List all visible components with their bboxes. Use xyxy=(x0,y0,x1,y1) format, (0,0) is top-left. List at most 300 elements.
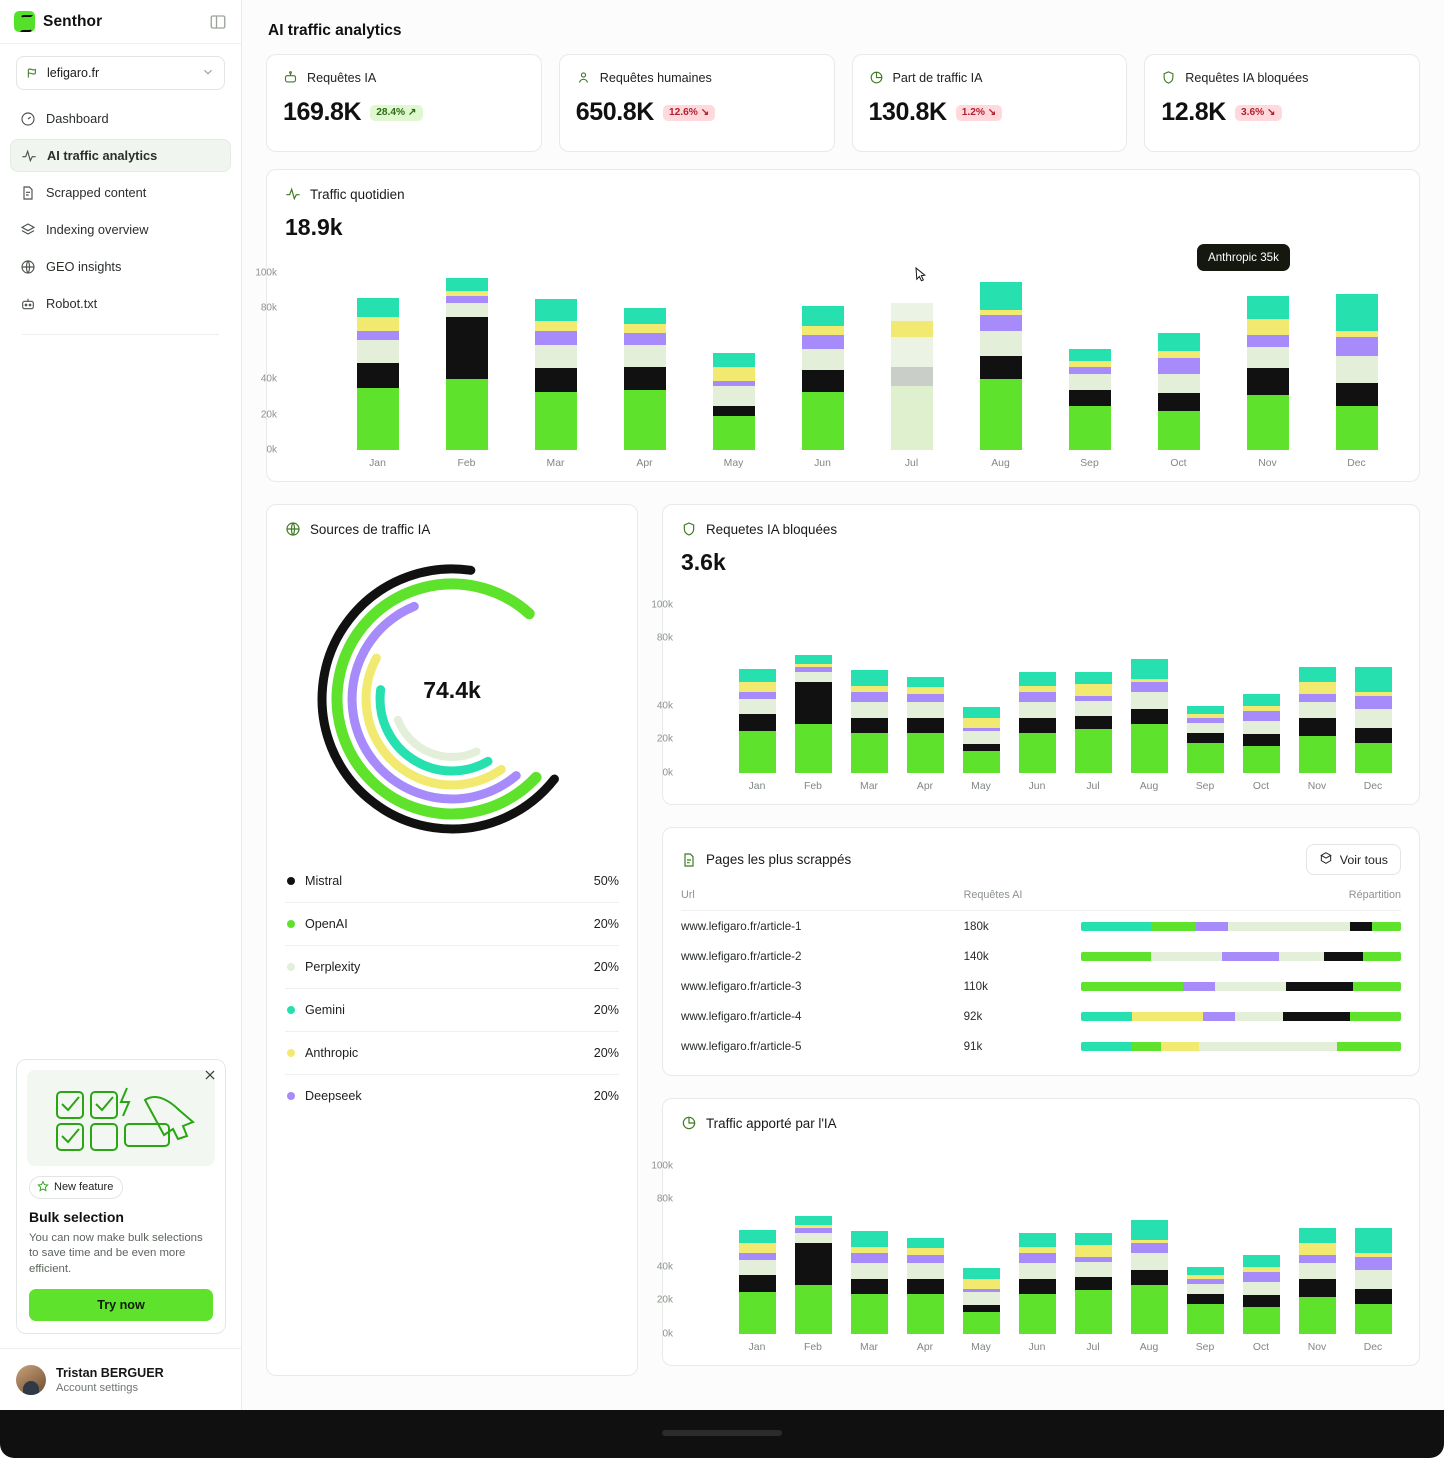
bar-group[interactable] xyxy=(1065,588,1121,773)
file-icon xyxy=(681,852,697,868)
bar-segment xyxy=(963,1305,1000,1312)
repartition-segment xyxy=(1283,1012,1350,1021)
bar-group[interactable] xyxy=(1177,1149,1233,1334)
cell-url[interactable]: www.lefigaro.fr/article-5 xyxy=(681,1040,802,1053)
bar-segment xyxy=(739,1292,776,1334)
bar-segment xyxy=(713,353,755,367)
page-title: AI traffic analytics xyxy=(268,22,402,39)
bar-segment xyxy=(624,308,666,324)
sidebar-item-dashboard[interactable] xyxy=(10,102,231,135)
bar-segment xyxy=(907,1248,944,1255)
repartition-segment xyxy=(1081,1042,1132,1051)
bar-segment xyxy=(446,278,488,290)
traffic-apporte-chart[interactable] xyxy=(651,1149,1401,1340)
site-selector[interactable] xyxy=(16,56,225,90)
bar-segment xyxy=(851,1231,888,1246)
bar-group[interactable] xyxy=(689,255,778,450)
bar-segment xyxy=(535,299,577,320)
y-axis-tick: 40k xyxy=(656,700,673,712)
bar-group[interactable] xyxy=(1009,1149,1065,1334)
table-row[interactable] xyxy=(681,971,1401,1001)
stacked-bar[interactable] xyxy=(624,308,666,450)
bar-segment xyxy=(739,699,776,714)
bar-group[interactable] xyxy=(778,255,867,450)
card-title: Requetes IA bloquées xyxy=(706,521,838,537)
repartition-segment xyxy=(1183,982,1215,991)
bar-segment xyxy=(739,682,776,692)
chart-tooltip: Anthropic 35k xyxy=(1197,244,1290,271)
bar-group[interactable] xyxy=(511,255,600,450)
stacked-bar[interactable] xyxy=(1158,333,1200,450)
bar-segment xyxy=(1247,296,1289,319)
legend-item[interactable] xyxy=(285,902,619,945)
bar-segment xyxy=(1075,1262,1112,1277)
bar-segment xyxy=(1158,411,1200,450)
bar-group[interactable] xyxy=(897,1149,953,1334)
bar-segment xyxy=(357,363,399,388)
legend-value: 20% xyxy=(593,1089,619,1103)
sidebar xyxy=(0,0,242,1410)
card-title: Traffic quotidien xyxy=(310,186,405,202)
x-axis-tick: Aug xyxy=(1139,781,1159,792)
bar-segment xyxy=(907,1294,944,1334)
bar-segment xyxy=(795,655,832,663)
sidebar-item-geo-insights[interactable] xyxy=(10,250,231,283)
cell-url[interactable]: www.lefigaro.fr/article-3 xyxy=(681,980,802,993)
bar-group[interactable] xyxy=(841,588,897,773)
legend-item[interactable] xyxy=(285,859,619,902)
stacked-bar[interactable] xyxy=(851,1231,888,1334)
sidebar-item-label: Indexing overview xyxy=(46,222,149,237)
bar-segment xyxy=(802,392,844,451)
bar-group[interactable] xyxy=(1345,1149,1401,1334)
bar-group[interactable] xyxy=(956,255,1045,450)
bar-segment xyxy=(795,1243,832,1285)
repartition-segment xyxy=(1337,1042,1401,1051)
bar-segment xyxy=(851,1294,888,1334)
bar-group[interactable] xyxy=(1009,588,1065,773)
bar-segment xyxy=(1019,1233,1056,1246)
bar-segment xyxy=(1131,682,1168,692)
bar-segment xyxy=(1243,1272,1280,1282)
bar-segment xyxy=(1019,1247,1056,1254)
kpi-value: 650.8K xyxy=(575,98,654,126)
bar-segment xyxy=(851,670,888,685)
stacked-bar[interactable] xyxy=(802,306,844,450)
bar-group[interactable] xyxy=(729,1149,785,1334)
bar-segment xyxy=(1131,692,1168,709)
stacked-bar[interactable] xyxy=(891,303,933,450)
bar-segment xyxy=(851,1279,888,1294)
bar-segment xyxy=(1355,1270,1392,1289)
bar-group[interactable] xyxy=(1233,588,1289,773)
bar-group[interactable] xyxy=(1134,255,1223,450)
robot-icon xyxy=(20,296,36,312)
stacked-bar[interactable] xyxy=(1336,294,1378,450)
requetes-bloquees-chart[interactable] xyxy=(651,588,1401,779)
x-axis-tick: May xyxy=(971,1342,991,1353)
bar-group[interactable] xyxy=(953,588,1009,773)
bar-group[interactable] xyxy=(897,588,953,773)
bar-segment xyxy=(1158,374,1200,394)
bar-segment xyxy=(624,333,666,345)
bar-segment xyxy=(1075,1245,1112,1257)
bar-segment xyxy=(963,744,1000,751)
bar-segment xyxy=(963,1279,1000,1289)
sidebar-item-label: Scrapped content xyxy=(46,185,147,200)
stacked-bar[interactable] xyxy=(446,278,488,450)
x-axis-tick: Aug xyxy=(991,458,1010,469)
stacked-bar[interactable] xyxy=(907,1238,944,1334)
star-icon xyxy=(37,1180,49,1195)
kpi-card-requetes-ia xyxy=(266,54,542,152)
sidebar-item-robot-txt[interactable] xyxy=(10,287,231,320)
bar-segment xyxy=(802,370,844,391)
promo-badge xyxy=(29,1176,123,1199)
bar-segment xyxy=(1019,1263,1056,1278)
promo-card xyxy=(16,1059,226,1334)
stacked-bar[interactable] xyxy=(1019,1233,1056,1334)
table-row[interactable] xyxy=(681,1031,1401,1061)
bar-segment xyxy=(907,687,944,694)
bar-segment xyxy=(713,386,755,406)
cell-url[interactable]: www.lefigaro.fr/article-1 xyxy=(681,920,802,933)
bar-segment xyxy=(1131,1270,1168,1285)
stacked-bar[interactable] xyxy=(1243,1255,1280,1334)
bar-segment xyxy=(713,367,755,381)
promo-illustration xyxy=(27,1070,215,1166)
cell-repartition xyxy=(1081,941,1401,971)
legend-label: Mistral xyxy=(305,873,343,888)
repartition-segment xyxy=(1350,922,1372,931)
user-icon xyxy=(576,70,591,85)
chevron-down-icon xyxy=(201,65,215,82)
sidebar-item-label: Robot.txt xyxy=(46,296,98,311)
table-header-row xyxy=(681,889,1401,911)
apporte-x-axis xyxy=(681,1342,1401,1353)
brand-bar xyxy=(0,0,241,44)
stacked-bar[interactable] xyxy=(1355,1228,1392,1334)
bar-group[interactable] xyxy=(729,588,785,773)
repartition-segment xyxy=(1151,952,1221,961)
legend-value: 20% xyxy=(593,960,619,974)
bar-segment xyxy=(1069,390,1111,406)
x-axis-tick: Jan xyxy=(748,781,766,792)
x-axis-tick: Sep xyxy=(1080,458,1099,469)
bar-segment xyxy=(1299,1255,1336,1263)
legend-item[interactable] xyxy=(285,1031,619,1074)
y-axis-tick: 100k xyxy=(651,599,673,611)
y-axis-tick: 0k xyxy=(266,444,277,456)
stacked-bar[interactable] xyxy=(1075,672,1112,773)
kpi-card-requetes-humaines xyxy=(559,54,835,152)
bar-segment xyxy=(963,751,1000,773)
bar-group[interactable] xyxy=(1312,255,1401,450)
sources-de-traffic-ia-card xyxy=(266,504,638,1376)
user-account[interactable] xyxy=(0,1348,242,1410)
stacked-bar[interactable] xyxy=(1247,296,1289,450)
bar-segment xyxy=(1355,1228,1392,1253)
globe-icon xyxy=(20,259,36,275)
pie-icon xyxy=(681,1115,697,1131)
stacked-bar[interactable] xyxy=(1019,672,1056,773)
stacked-bar[interactable] xyxy=(1299,667,1336,773)
bar-segment xyxy=(907,733,944,773)
bar-group[interactable] xyxy=(1121,1149,1177,1334)
bar-segment xyxy=(980,356,1022,379)
sidebar-item-ai-traffic-analytics[interactable] xyxy=(10,139,231,172)
repartition-bar xyxy=(1081,922,1401,931)
layers-icon xyxy=(20,222,36,238)
x-axis-tick: Apr xyxy=(916,1342,934,1353)
gauge-icon xyxy=(20,111,36,127)
stacked-bar[interactable] xyxy=(851,670,888,773)
bar-group[interactable] xyxy=(953,1149,1009,1334)
stacked-bar[interactable] xyxy=(1075,1233,1112,1334)
avatar xyxy=(16,1365,46,1395)
bar-segment xyxy=(1299,736,1336,773)
stacked-bar[interactable] xyxy=(1299,1228,1336,1334)
bar-segment xyxy=(1299,1228,1336,1243)
repartition-segment xyxy=(1279,952,1324,961)
bar-segment xyxy=(1158,393,1200,411)
stacked-bar[interactable] xyxy=(963,1268,1000,1334)
bar-segment xyxy=(446,379,488,450)
kpi-label: Requêtes humaines xyxy=(599,70,712,85)
bar-segment xyxy=(963,1268,1000,1278)
stacked-bar[interactable] xyxy=(907,677,944,773)
bar-segment xyxy=(907,702,944,717)
bar-group[interactable] xyxy=(841,1149,897,1334)
stacked-bar[interactable] xyxy=(980,282,1022,450)
stacked-bar[interactable] xyxy=(1187,706,1224,773)
bar-segment xyxy=(1247,395,1289,450)
stacked-bar[interactable] xyxy=(1131,1220,1168,1334)
repartition-segment xyxy=(1151,922,1196,931)
x-axis-tick: Apr xyxy=(636,458,653,469)
bar-segment xyxy=(446,296,488,303)
bar-group[interactable] xyxy=(1289,588,1345,773)
bar-segment xyxy=(1355,696,1392,709)
traffic-quotidien-card xyxy=(255,169,1420,482)
x-axis-tick: Mar xyxy=(860,781,878,792)
bar-segment xyxy=(1187,1267,1224,1275)
x-axis-tick: Apr xyxy=(916,781,934,792)
stacked-bar[interactable] xyxy=(1187,1267,1224,1334)
legend-label: OpenAI xyxy=(305,917,348,931)
bar-segment xyxy=(795,1216,832,1224)
repartition-segment xyxy=(1363,952,1401,961)
bar-segment xyxy=(1247,347,1289,368)
repartition-segment xyxy=(1235,1012,1283,1021)
bar-segment xyxy=(1019,1253,1056,1263)
cell-url[interactable]: www.lefigaro.fr/article-4 xyxy=(681,1010,802,1023)
bar-segment xyxy=(1299,718,1336,737)
bar-segment xyxy=(446,303,488,317)
repartition-bar xyxy=(1081,1012,1401,1021)
stacked-bar[interactable] xyxy=(357,298,399,450)
cell-requests: 91k xyxy=(963,1040,983,1053)
bar-group[interactable] xyxy=(785,588,841,773)
repartition-segment xyxy=(1353,982,1401,991)
bar-segment xyxy=(624,324,666,333)
stacked-bar[interactable] xyxy=(713,353,755,450)
bar-segment xyxy=(802,349,844,370)
kpi-label: Requêtes IA xyxy=(307,70,377,85)
site-selector-value: lefigaro.fr xyxy=(47,66,100,80)
x-axis-tick: Feb xyxy=(457,458,476,469)
panel-collapse-icon[interactable] xyxy=(209,13,227,31)
requetes-ia-bloquees-card xyxy=(651,504,1420,805)
bar-segment xyxy=(851,702,888,717)
x-axis-tick: Mar xyxy=(546,458,565,469)
bar-group[interactable] xyxy=(600,255,689,450)
bar-group[interactable] xyxy=(1121,588,1177,773)
bar-segment xyxy=(891,337,933,344)
bar-segment xyxy=(1158,358,1200,374)
bar-segment xyxy=(739,692,776,699)
bar-segment xyxy=(980,315,1022,331)
bar-segment xyxy=(1243,1255,1280,1267)
bar-segment xyxy=(980,379,1022,450)
account-settings-link[interactable]: Account settings xyxy=(56,1381,139,1394)
table-row[interactable] xyxy=(681,911,1401,942)
bar-segment xyxy=(1299,1279,1336,1298)
bar-group[interactable] xyxy=(1045,255,1134,450)
bar-group[interactable] xyxy=(333,255,422,450)
bar-group[interactable] xyxy=(422,255,511,450)
legend-item[interactable] xyxy=(285,988,619,1031)
stacked-bar[interactable] xyxy=(963,707,1000,773)
y-axis-tick: 100k xyxy=(651,1160,673,1172)
legend-item[interactable] xyxy=(285,1074,619,1117)
promo-badge-label: New feature xyxy=(54,1181,114,1194)
table-row[interactable] xyxy=(681,941,1401,971)
repartition-segment xyxy=(1324,952,1362,961)
y-axis-tick: 20k xyxy=(656,733,673,745)
cell-url[interactable]: www.lefigaro.fr/article-2 xyxy=(681,950,802,963)
stacked-bar[interactable] xyxy=(1243,694,1280,773)
bars-container xyxy=(729,1149,1401,1334)
bar-segment xyxy=(1336,383,1378,406)
bar-segment xyxy=(1355,1304,1392,1334)
bar-segment xyxy=(891,344,933,367)
sources-legend xyxy=(285,859,619,1117)
table-row[interactable] xyxy=(681,1001,1401,1031)
repartition-bar xyxy=(1081,982,1401,991)
bar-group[interactable] xyxy=(1223,255,1312,450)
bar-segment xyxy=(1019,692,1056,702)
y-axis-tick: 0k xyxy=(662,767,673,779)
site-icon xyxy=(26,66,40,80)
bar-segment xyxy=(1355,667,1392,692)
stacked-bar[interactable] xyxy=(1069,349,1111,450)
stacked-bar[interactable] xyxy=(535,299,577,450)
bar-segment xyxy=(1299,667,1336,682)
bar-segment xyxy=(1243,1307,1280,1334)
bar-segment xyxy=(1243,694,1280,706)
cell-repartition xyxy=(1081,1031,1401,1061)
cell-repartition xyxy=(1081,911,1401,942)
bar-segment xyxy=(851,686,888,693)
bar-segment xyxy=(624,390,666,450)
bars-container xyxy=(729,588,1401,773)
kpi-value: 130.8K xyxy=(868,98,947,126)
sidebar-item-label: AI traffic analytics xyxy=(47,148,158,163)
close-icon[interactable] xyxy=(203,1068,217,1082)
stacked-bar[interactable] xyxy=(739,669,776,773)
bar-segment xyxy=(1355,728,1392,743)
bar-group[interactable] xyxy=(785,1149,841,1334)
bar-segment xyxy=(1158,351,1200,358)
bar-segment xyxy=(357,388,399,450)
sources-gauge xyxy=(285,549,619,849)
traffic-quotidien-chart[interactable] xyxy=(255,255,1401,456)
bar-group[interactable] xyxy=(1233,1149,1289,1334)
stacked-bar[interactable] xyxy=(795,655,832,773)
bar-segment xyxy=(851,692,888,702)
repartition-segment xyxy=(1081,922,1151,931)
stacked-bar[interactable] xyxy=(795,1216,832,1334)
kpi-label: Part de traffic IA xyxy=(892,70,983,85)
stacked-bar[interactable] xyxy=(1355,667,1392,773)
bar-segment xyxy=(891,386,933,450)
bar-segment xyxy=(1247,368,1289,395)
bar-segment xyxy=(739,669,776,682)
stacked-bar[interactable] xyxy=(739,1230,776,1334)
file-scan-icon xyxy=(20,185,36,201)
kpi-card-part-de-traffic-ia xyxy=(852,54,1128,152)
bar-segment xyxy=(1069,367,1111,374)
bar-segment xyxy=(1355,1257,1392,1270)
bar-group[interactable] xyxy=(1177,588,1233,773)
legend-color-dot xyxy=(287,877,295,885)
bar-group[interactable] xyxy=(1065,1149,1121,1334)
bar-segment xyxy=(851,1263,888,1278)
bar-segment xyxy=(907,1255,944,1263)
legend-item[interactable] xyxy=(285,945,619,988)
bar-segment xyxy=(1131,659,1168,679)
card-title: Sources de traffic IA xyxy=(310,521,431,537)
y-axis-tick: 0k xyxy=(662,1328,673,1340)
bar-segment xyxy=(980,282,1022,310)
sidebar-item-indexing-overview[interactable] xyxy=(10,213,231,246)
activity-icon xyxy=(21,148,37,164)
voir-tous-button[interactable] xyxy=(1306,844,1401,875)
kpi-value: 12.8K xyxy=(1161,98,1226,126)
bar-segment xyxy=(446,317,488,379)
bar-segment xyxy=(1187,743,1224,773)
bar-segment xyxy=(891,321,933,337)
left-column xyxy=(266,504,638,1376)
try-now-button[interactable]: Try now xyxy=(29,1289,213,1321)
legend-value: 20% xyxy=(593,917,619,931)
repartition-segment xyxy=(1132,1012,1202,1021)
shield-icon xyxy=(681,521,697,537)
bar-group[interactable] xyxy=(1289,1149,1345,1334)
sidebar-item-scrapped-content[interactable] xyxy=(10,176,231,209)
x-axis-tick: Aug xyxy=(1139,1342,1159,1353)
repartition-segment xyxy=(1081,982,1183,991)
bar-segment xyxy=(1336,356,1378,383)
bar-segment xyxy=(1069,349,1111,361)
x-axis-tick: May xyxy=(723,458,744,469)
bar-segment xyxy=(1075,729,1112,773)
pages-table xyxy=(681,889,1401,1061)
bar-segment xyxy=(963,731,1000,744)
stacked-bar[interactable] xyxy=(1131,659,1168,773)
bar-group[interactable] xyxy=(1345,588,1401,773)
